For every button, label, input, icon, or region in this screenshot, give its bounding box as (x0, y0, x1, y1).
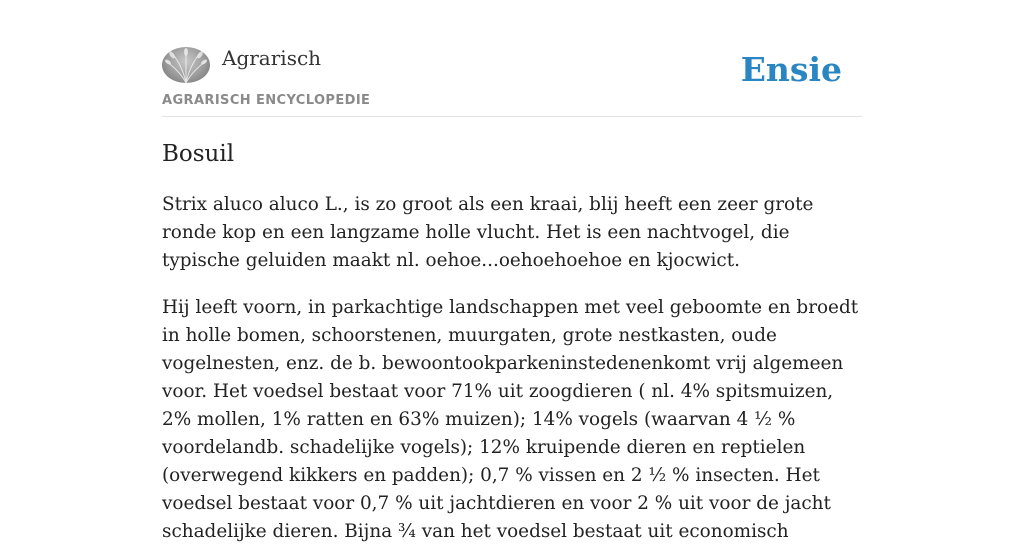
article-paragraph: Hij leeft voorn, in parkachtige landschappen met veel geboomte en broedt in holle bomen, schoorstenen, muurgaten, grote nestkasten, oude vogelnesten, enz. de b. bewoontookparkeninstedenenkomt vrij algemeen voor. Het voedsel bestaat voor 71% uit zoogdieren ( nl. 4% spitsmuizen, 2% mollen, 1% ratten en 63% muizen); 14% vogels (waarvan 4 ½ % voordelandb. schadelijke vogels); 12% kruipende dieren en reptielen (overwegend kikkers en padden); 0,7 % vissen en 2 ½ % insecten. Het voedsel bestaat voor 0,7 % uit jachtdieren en voor 2 % uit voor de jacht schadelijke dieren. Bijna ¾ van het voedsel bestaat uit economisch (162, 297, 859, 542)
wheat-icon[interactable] (162, 47, 210, 83)
article-paragraph: Strix aluco aluco L., is zo groot als een kraai, blij heeft een zeer grote ronde kop en een langzame holle vlucht. Het is een nachtvogel, die typische geluiden maakt nl. oehoe...oehoehoehoe en kjocwict. (162, 194, 814, 271)
article (162, 138, 867, 546)
site-title-link[interactable]: Agrarisch (222, 46, 322, 70)
brand-logo-link[interactable]: Ensie (740, 50, 842, 89)
site-subtitle: AGRARISCH ENCYCLOPEDIE (162, 93, 371, 108)
site-header (162, 44, 862, 117)
article-title: Bosuil (162, 141, 235, 167)
